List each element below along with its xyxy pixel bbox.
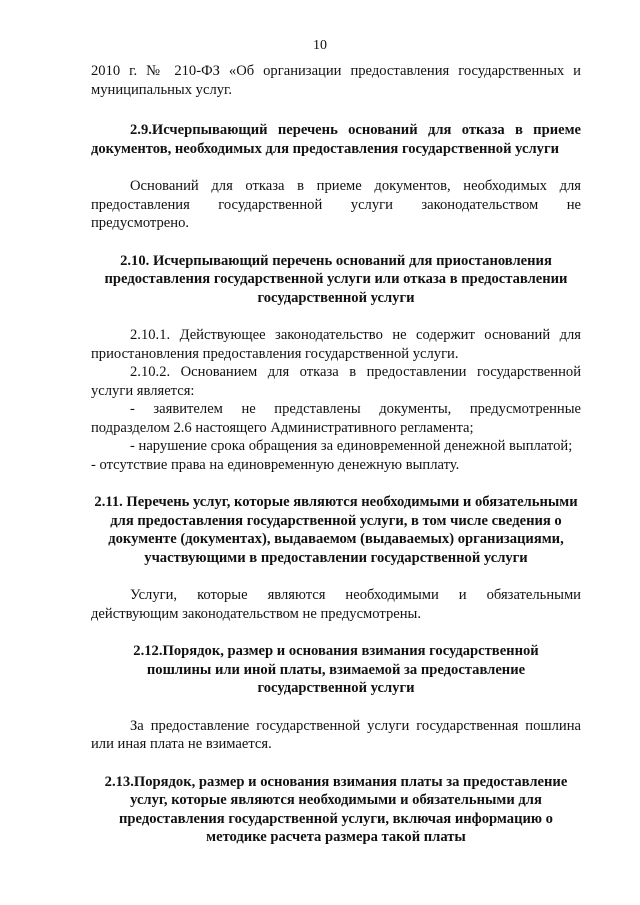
section-2-11-heading: 2.11. Перечень услуг, которые являются необходимыми и обязательными для предоставления государственной услуги, в том числе сведения о документе (документах), выдаваемом (выдаваемых) организациями, участвующими в предоставлении государственной услуги [94,494,578,566]
intro-paragraph: 2010 г. № 210-ФЗ «Об организации предоставления государственных и муниципальных услуг. [91,63,581,98]
section-2-12-text: За предоставление государственной услуги государственная пошлина или иная плата не взимается. [91,717,581,752]
list-item-no-right: - отсутствие права на единовременную денежную выплату. [91,456,460,473]
list-item-documents-not-provided: - заявителем не представлены документы, предусмотренные подразделом 2.6 настоящего Административного регламента; [91,401,581,436]
section-2-10-2-text: 2.10.2. Основанием для отказа в предоставлении государственной услуги является: [91,364,581,399]
list-item-deadline-violation: - нарушение срока обращения за единовременной денежной выплатой; [130,438,573,454]
page-number: 10 [313,38,327,53]
section-2-9-heading: 2.9.Исчерпывающий перечень оснований для отказа в приеме документов, необходимых для предоставления государственной услуги [91,122,581,157]
section-2-12-heading: 2.12.Порядок, размер и основания взимания государственной пошлины или иной платы, взимаемой за предоставление государственной услуги [133,643,539,696]
section-2-10-1-text: 2.10.1. Действующее законодательство не содержит оснований для приостановления предоставления государственной услуги. [91,327,581,362]
page-content [91,62,581,847]
section-2-11-text: Услуги, которые являются необходимыми и обязательными действующим законодательством не предусмотрены. [91,587,581,622]
section-2-9-text: Оснований для отказа в приеме документов, необходимых для предоставления государственной услуги законодательством не предусмотрено. [91,178,581,231]
section-2-10-heading: 2.10. Исчерпывающий перечень оснований для приостановления предоставления государственной услуги или отказа в предоставлении государственной услуги [104,252,568,306]
section-2-13-heading: 2.13.Порядок, размер и основания взимания платы за предоставление услуг, которые являются необходимыми и обязательными для предоставления государственной услуги, включая информацию о методике расчета размера такой платы [104,773,568,845]
